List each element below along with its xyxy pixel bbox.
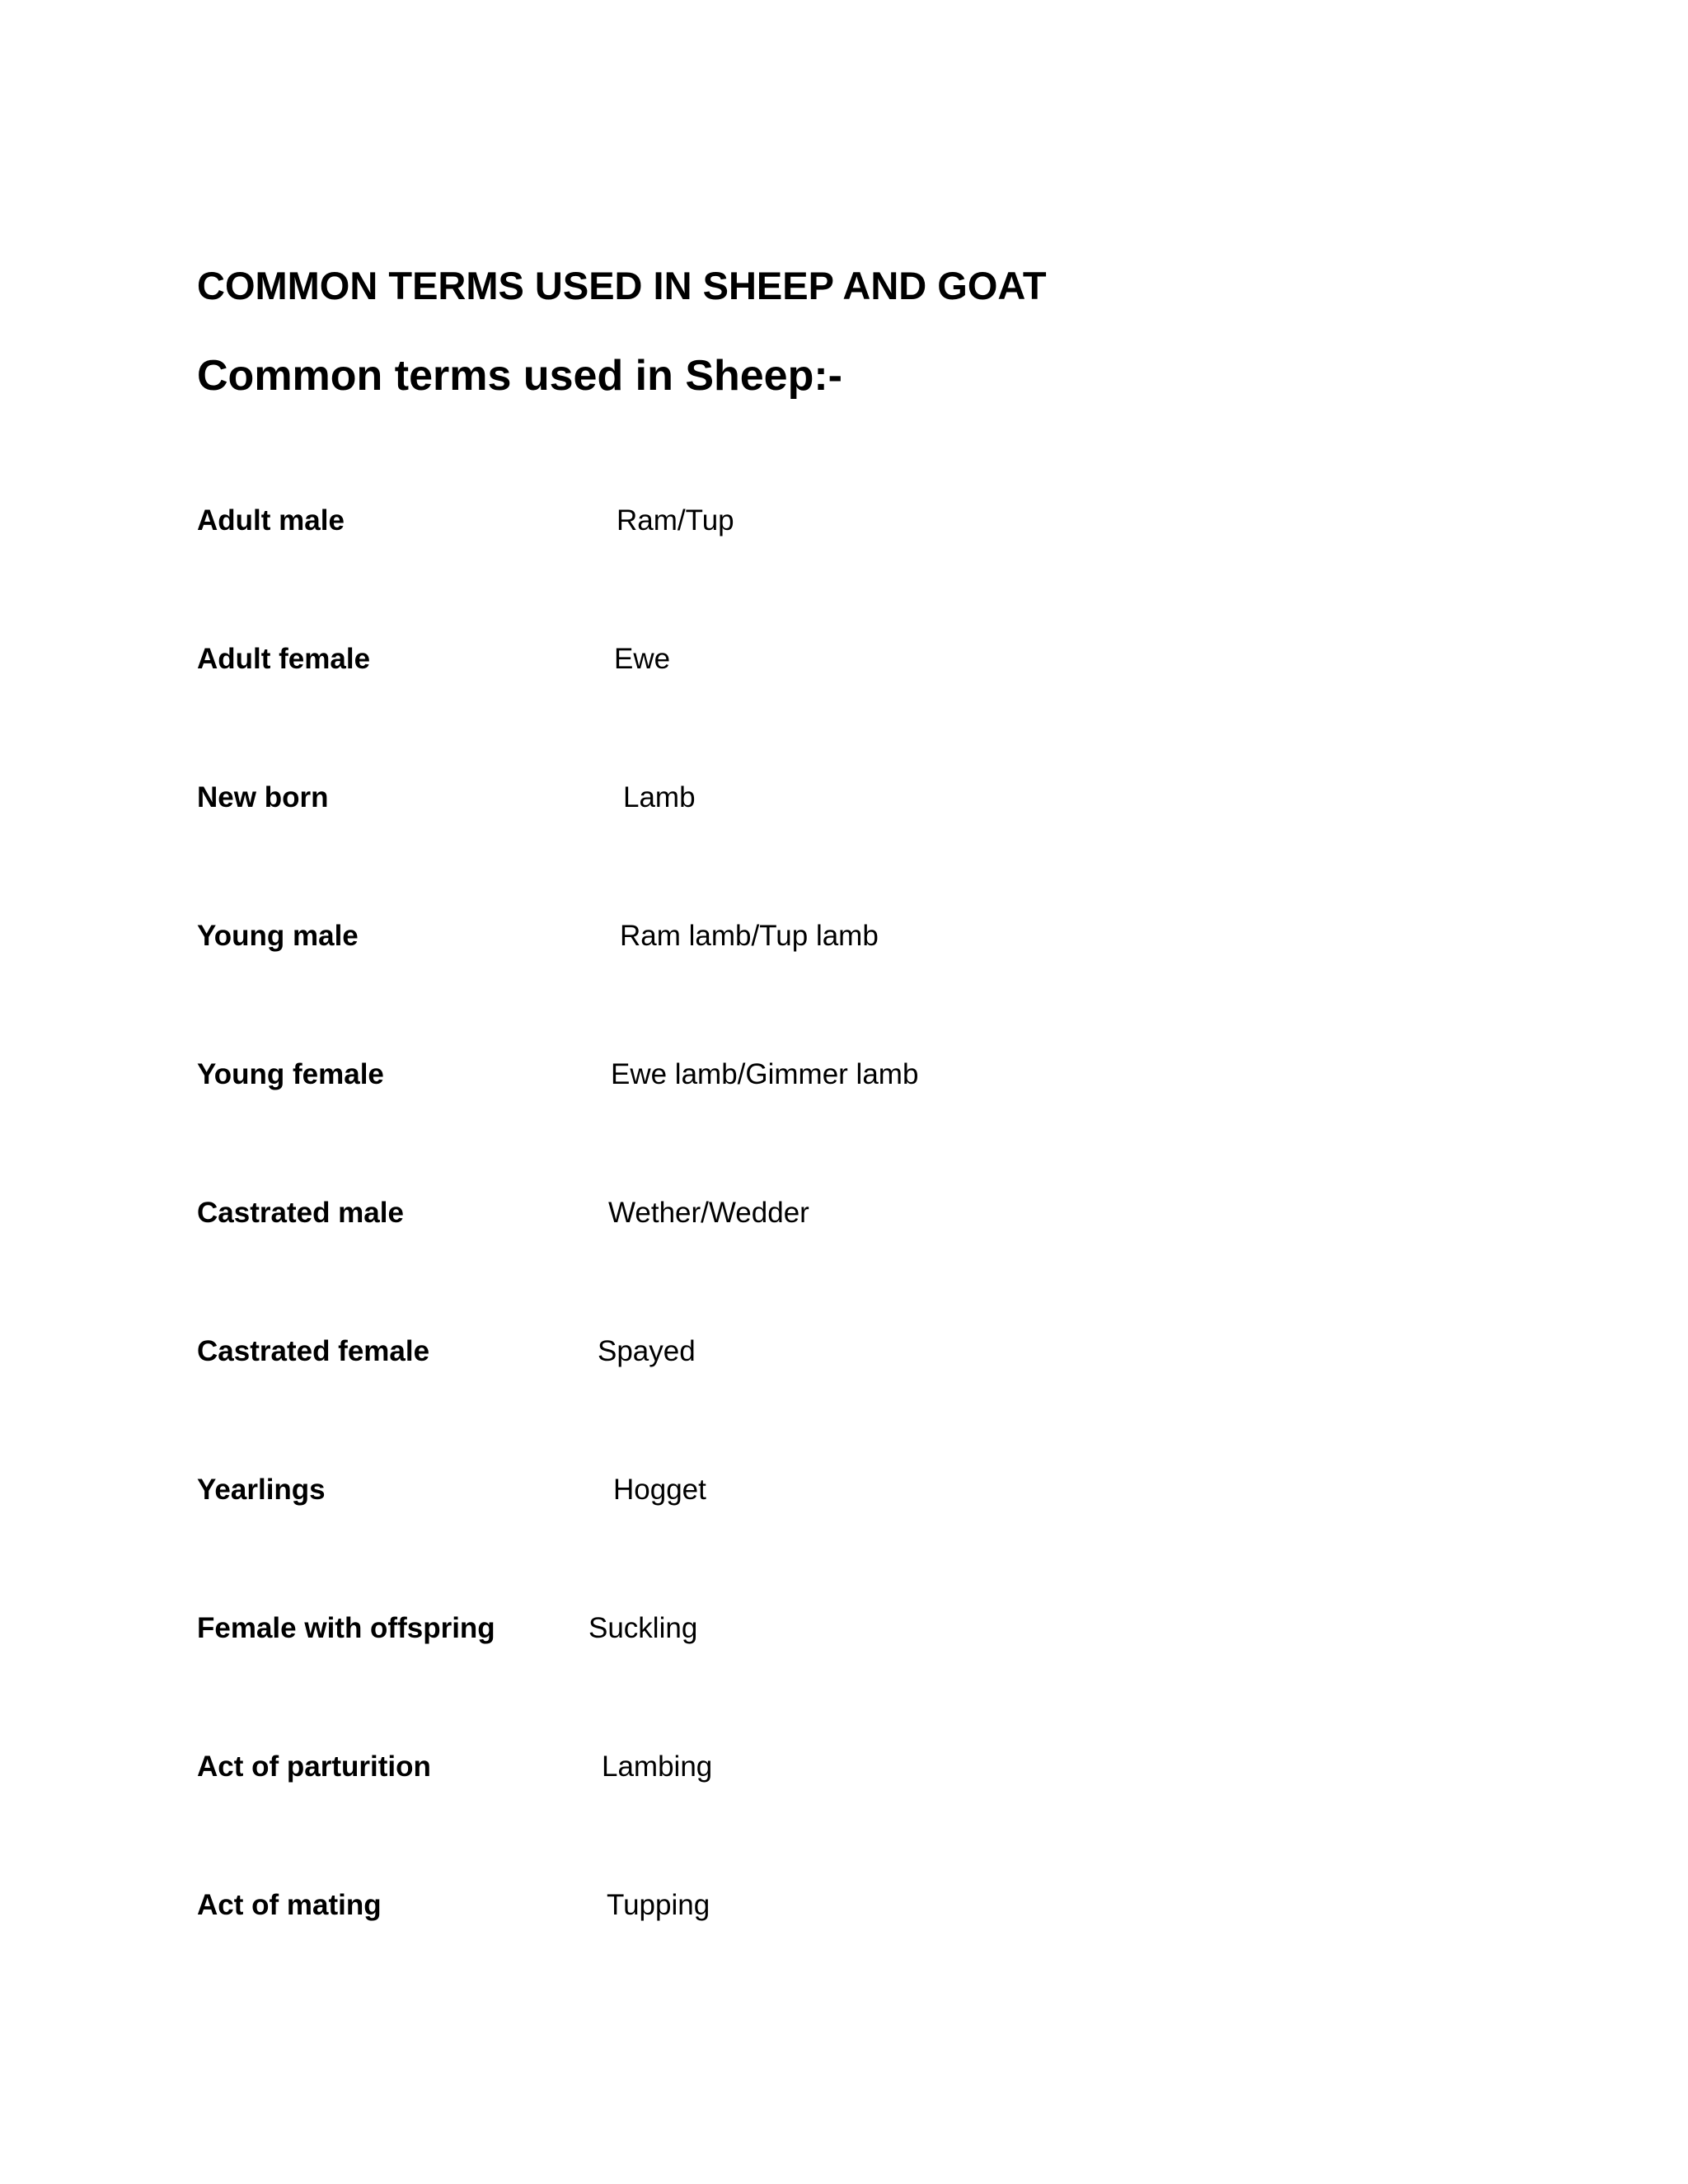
term-label: New born (197, 781, 329, 813)
term-value: Suckling (588, 1612, 698, 1644)
term-label: Yearlings (197, 1474, 326, 1506)
term-label: Act of parturition (197, 1750, 431, 1783)
term-row-adult-male (0, 500, 1688, 541)
term-value: Wether/Wedder (608, 1197, 809, 1229)
term-row-act-of-parturition (0, 1746, 1688, 1788)
document-title: COMMON TERMS USED IN SHEEP AND GOAT (197, 264, 1047, 307)
term-value: Spayed (598, 1335, 696, 1367)
term-row-adult-female (0, 639, 1688, 680)
term-label: Adult female (197, 643, 371, 675)
term-value: Lamb (623, 781, 696, 813)
term-label: Castrated female (197, 1335, 430, 1367)
term-value: Hogget (613, 1474, 706, 1506)
term-label: Female with offspring (197, 1612, 495, 1644)
term-row-young-female (0, 1054, 1688, 1095)
term-value: Ram/Tup (617, 504, 734, 537)
term-row-new-born (0, 777, 1688, 818)
section-title: Common terms used in Sheep:- (197, 352, 842, 400)
term-value: Ram lamb/Tup lamb (620, 920, 879, 952)
term-value: Ewe lamb/Gimmer lamb (611, 1058, 919, 1090)
term-label: Young female (197, 1058, 384, 1090)
term-label: Act of mating (197, 1889, 382, 1921)
term-row-castrated-male (0, 1193, 1688, 1234)
term-label: Adult male (197, 504, 345, 537)
term-label: Castrated male (197, 1197, 404, 1229)
term-row-young-male (0, 916, 1688, 957)
term-row-yearlings (0, 1469, 1688, 1511)
term-value: Ewe (614, 643, 671, 675)
term-value: Tupping (607, 1889, 710, 1921)
term-label: Young male (197, 920, 359, 952)
term-row-castrated-female (0, 1331, 1688, 1372)
term-row-female-with-offspring (0, 1608, 1688, 1649)
term-row-act-of-mating (0, 1885, 1688, 1926)
term-value: Lambing (602, 1750, 713, 1783)
